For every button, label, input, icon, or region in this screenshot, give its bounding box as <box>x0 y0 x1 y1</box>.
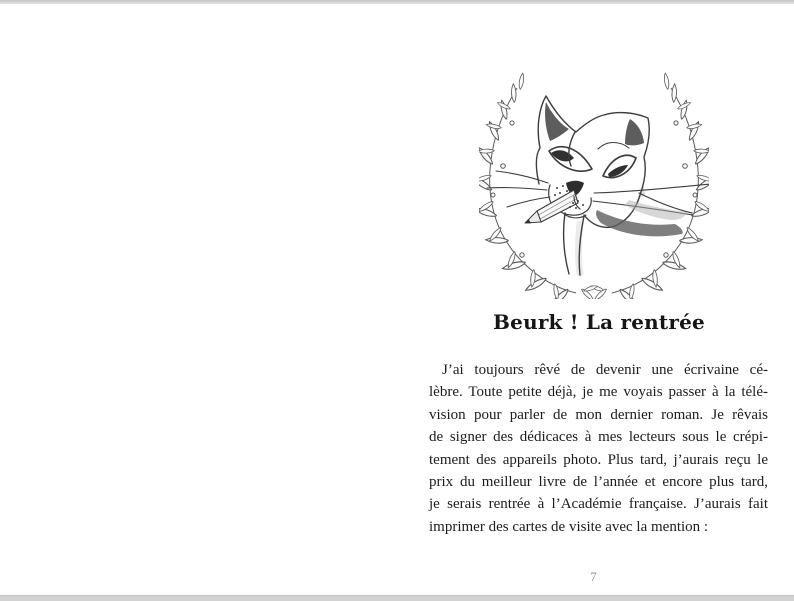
cat-laurel-illustration <box>479 62 709 299</box>
paragraph-line: tement des appareils photo. Plus tard, j’aurais reçu le <box>429 451 768 468</box>
page-number: 7 <box>590 570 597 584</box>
book-spread <box>0 4 794 595</box>
window-bottom-edge <box>0 595 794 601</box>
paragraph-line: J’ai toujours rêvé de devenir une écrivaine cé- <box>442 362 768 378</box>
paragraph-line: vision pour parler de mon dernier roman. Je rêvais <box>429 406 768 423</box>
paragraph-line: de signer des dédicaces à mes lecteurs sous le crépi- <box>429 429 768 446</box>
left-page-blank <box>0 4 397 595</box>
chapter-paragraph <box>429 359 768 538</box>
paragraph-line: imprimer des cartes de visite avec la mention : <box>429 518 709 535</box>
paragraph-line: lèbre. Toute petite déjà, je me voyais passer à la télé- <box>429 384 768 401</box>
paragraph-line: je serais rentrée à l’Académie française. J’aurais fait <box>429 496 768 513</box>
cat-with-pencil-icon <box>479 62 709 299</box>
chapter-title: Beurk ! La rentrée <box>493 310 705 334</box>
paragraph-line: prix du meilleur livre de l’année et encore plus tard, <box>429 474 768 491</box>
